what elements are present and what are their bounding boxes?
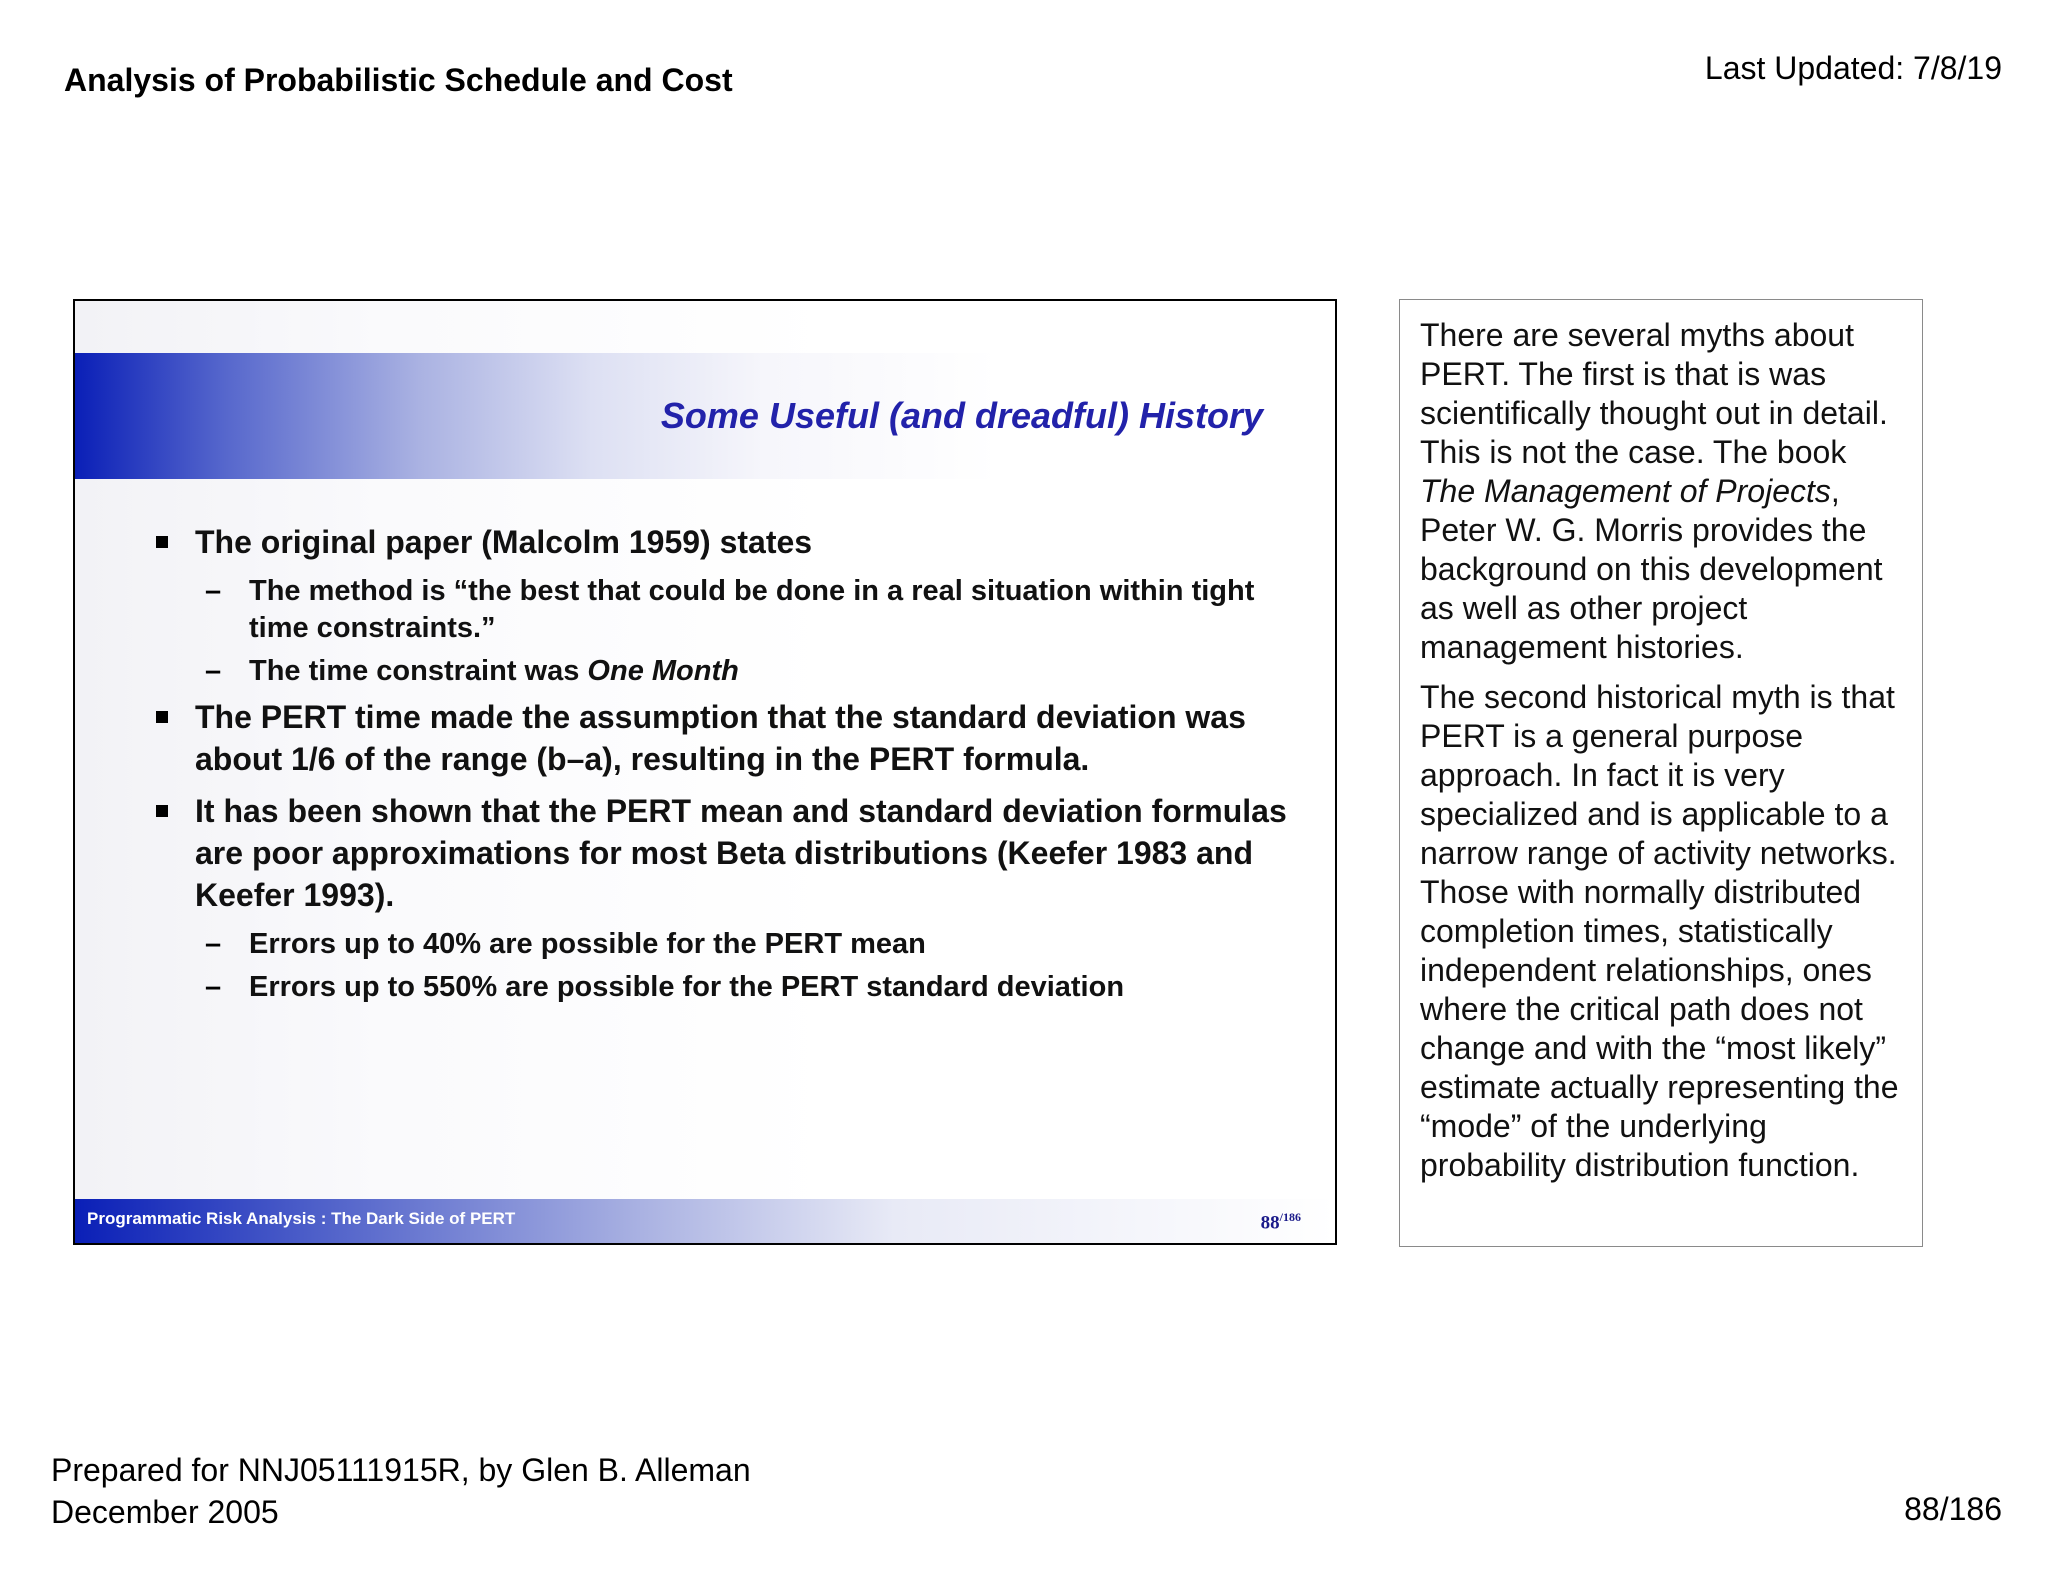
bullet-square-icon <box>156 805 168 817</box>
sub-bullet-text: Errors up to 40% are possible for the PERT mean <box>249 928 926 960</box>
slide-header-band <box>75 353 1305 479</box>
bullet-item <box>149 521 1289 563</box>
sub-bullet-text <box>249 653 1289 690</box>
slide-bullets <box>149 521 1289 1012</box>
document-title: Analysis of Probabilistic Schedule and Cost <box>64 62 733 98</box>
prepared-line: Prepared for NNJ05111915R, by Glen B. Alleman <box>51 1452 751 1488</box>
slide-footer-title: Programmatic Risk Analysis : The Dark Side of PERT <box>87 1209 516 1228</box>
notes-text: , Peter W. G. Morris provides the background on this development as well as other project management histories. <box>1420 473 1883 665</box>
prepared-by <box>51 1449 751 1533</box>
notes-paragraph: The second historical myth is that PERT is a general purpose approach. In fact it is very specialized and is applicable to a narrow range of activity networks. Those with normally distributed completion times, statistically independent relationships, ones where the critical path does not change and with the “most likely” estimate actually representing the “mode” of the underlying probability distribution function. <box>1420 679 1899 1183</box>
notes-paragraph <box>1420 316 1904 667</box>
bullet-item <box>149 790 1289 916</box>
dash-icon: – <box>205 575 222 607</box>
sub-bullet-emphasis: One Month <box>587 655 739 687</box>
notes-text: There are several myths about PERT. The first is that is was scientifically thought out in detail. This is not the case. The book <box>1420 317 1888 470</box>
slide-title: Some Useful (and dreadful) History <box>660 395 1263 436</box>
sub-bullet-text: Errors up to 550% are possible for the PERT standard deviation <box>249 971 1125 1003</box>
notes-book-title: The Management of Projects <box>1420 473 1831 509</box>
slide-page-current: 88 <box>1260 1212 1280 1234</box>
bullet-square-icon <box>156 536 168 548</box>
last-updated: Last Updated: 7/8/19 <box>1704 50 2002 86</box>
sub-bullet-text-main: The time constraint was <box>249 655 588 687</box>
notes-box <box>1399 299 1923 1247</box>
slide-page-number <box>1261 1210 1301 1234</box>
bullet-item <box>149 696 1289 780</box>
bullet-text: The PERT time made the assumption that the standard deviation was about 1/6 of the range (b–a), resulting in the PERT formula. <box>195 699 1246 777</box>
slide-image <box>73 299 1337 1245</box>
sub-bullet-text: The method is “the best that could be done in a real situation within tight time constraints.” <box>249 575 1255 644</box>
dash-icon: – <box>205 655 222 687</box>
bullet-text: The original paper (Malcolm 1959) states <box>195 524 813 560</box>
bullet-text: It has been shown that the PERT mean and standard deviation formulas are poor approximations for most Beta distributions (Keefer 1983 and Keefer 1993). <box>195 793 1287 913</box>
dash-icon: – <box>205 928 222 960</box>
bullet-square-icon <box>156 711 168 723</box>
dash-icon: – <box>205 971 222 1003</box>
sub-bullet-item <box>149 969 1289 1006</box>
sub-bullet-item <box>149 926 1289 963</box>
sub-bullet-item <box>149 573 1289 647</box>
slide-footer-band <box>75 1199 1335 1243</box>
slide-page-total: /186 <box>1279 1210 1301 1224</box>
sub-bullet-item <box>149 653 1289 690</box>
prepared-date: December 2005 <box>51 1494 279 1530</box>
page-number: 88/186 <box>1904 1491 2002 1527</box>
